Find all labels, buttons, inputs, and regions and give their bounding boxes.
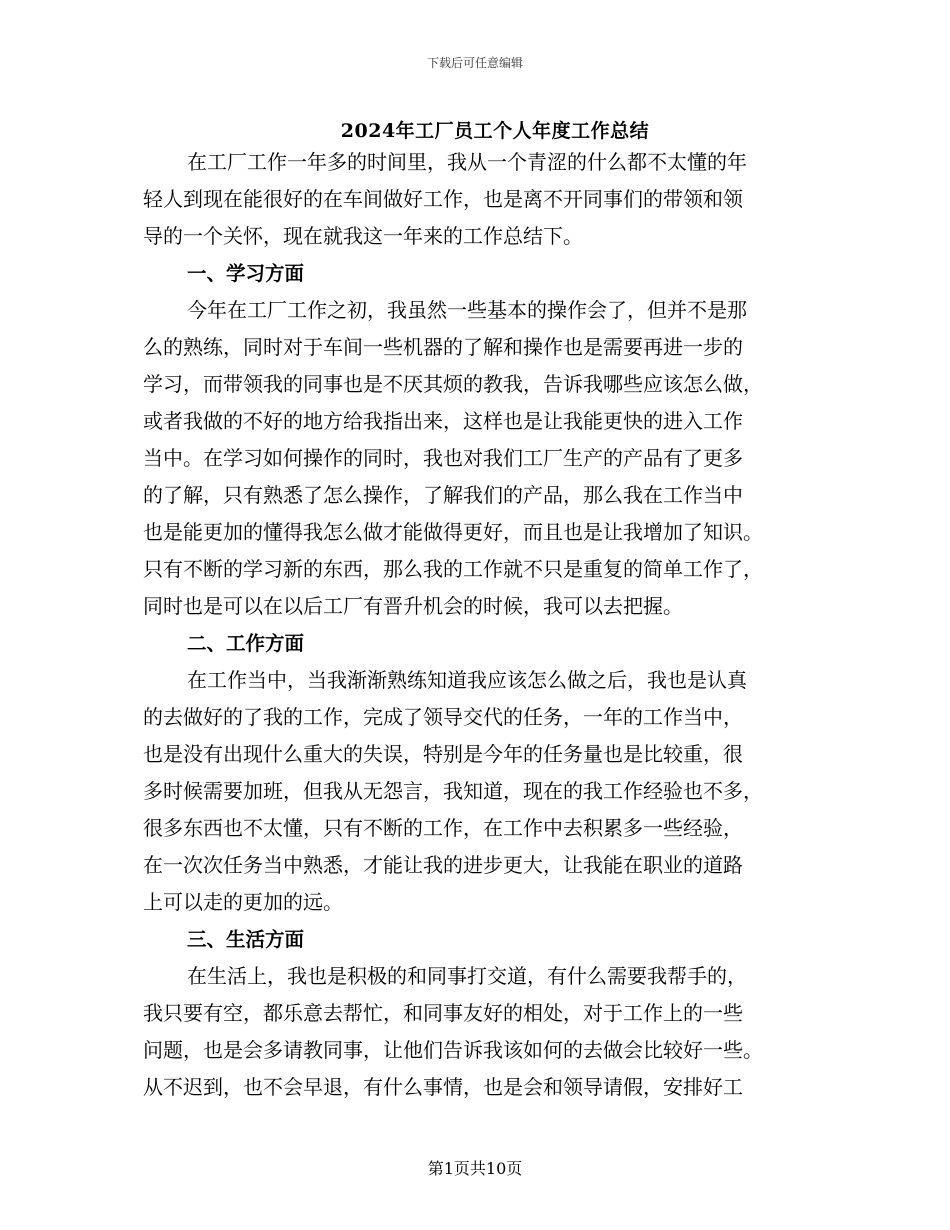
section-heading: 二、工作方面 bbox=[187, 632, 305, 655]
section-heading: 一、学习方面 bbox=[187, 262, 305, 285]
paragraph-line: 今年在工厂工作之初，我虽然一些基本的操作会了，但并不是那 bbox=[187, 298, 747, 322]
paragraph-line: 学习，而带领我的同事也是不厌其烦的教我，告诉我哪些应该怎么做， bbox=[143, 372, 763, 396]
paragraph-line: 上可以走的更加的远。 bbox=[143, 890, 343, 914]
paragraph-line: 导的一个关怀，现在就我这一年来的工作总结下。 bbox=[143, 224, 583, 248]
paragraph-line: 轻人到现在能很好的在车间做好工作，也是离不开同事们的带领和领 bbox=[143, 187, 743, 211]
paragraph-line: 在工作当中，当我渐渐熟练知道我应该怎么做之后，我也是认真 bbox=[187, 668, 747, 692]
paragraph-line: 问题，也是会多请教同事，让他们告诉我该如何的去做会比较好一些。 bbox=[143, 1038, 763, 1062]
paragraph-line: 在生活上，我也是积极的和同事打交道，有什么需要我帮手的， bbox=[187, 964, 747, 988]
section-heading: 三、生活方面 bbox=[187, 928, 305, 951]
paragraph-line: 很多东西也不太懂，只有不断的工作，在工作中去积累多一些经验， bbox=[143, 816, 743, 840]
paragraph-line: 的去做好的了我的工作，完成了领导交代的任务，一年的工作当中， bbox=[143, 705, 743, 729]
document-title: 2024年工厂员工个人年度工作总结 bbox=[340, 120, 650, 142]
header-note: 下载后可任意编辑 bbox=[426, 56, 523, 70]
paragraph-line: 我只要有空，都乐意去帮忙，和同事友好的相处，对于工作上的一些 bbox=[143, 1001, 743, 1025]
paragraph-line: 只有不断的学习新的东西，那么我的工作就不只是重复的简单工作了， bbox=[143, 557, 763, 581]
paragraph-line: 也是能更加的懂得我怎么做才能做得更好，而且也是让我增加了知识。 bbox=[143, 520, 763, 544]
paragraph-line: 也是没有出现什么重大的失误，特别是今年的任务量也是比较重，很 bbox=[143, 742, 743, 766]
paragraph-line: 同时也是可以在以后工厂有晋升机会的时候，我可以去把握。 bbox=[143, 594, 683, 618]
paragraph-line: 的了解，只有熟悉了怎么操作，了解我们的产品，那么我在工作当中 bbox=[143, 483, 743, 507]
document-body bbox=[143, 144, 808, 1106]
page-footer: 第1页共10页 bbox=[427, 1159, 523, 1178]
paragraph-line: 在工厂工作一年多的时间里，我从一个青涩的什么都不太懂的年 bbox=[187, 150, 747, 174]
paragraph-line: 么的熟练，同时对于车间一些机器的了解和操作也是需要再进一步的 bbox=[143, 335, 743, 359]
paragraph-line: 在一次次任务当中熟悉，才能让我的进步更大，让我能在职业的道路 bbox=[143, 853, 743, 877]
paragraph-line: 当中。在学习如何操作的同时，我也对我们工厂生产的产品有了更多 bbox=[143, 446, 743, 470]
paragraph-line: 从不迟到，也不会早退，有什么事情，也是会和领导请假，安排好工 bbox=[143, 1075, 743, 1099]
paragraph-line: 或者我做的不好的地方给我指出来，这样也是让我能更快的进入工作 bbox=[143, 409, 743, 433]
paragraph-line: 多时候需要加班，但我从无怨言，我知道，现在的我工作经验也不多， bbox=[143, 779, 763, 803]
